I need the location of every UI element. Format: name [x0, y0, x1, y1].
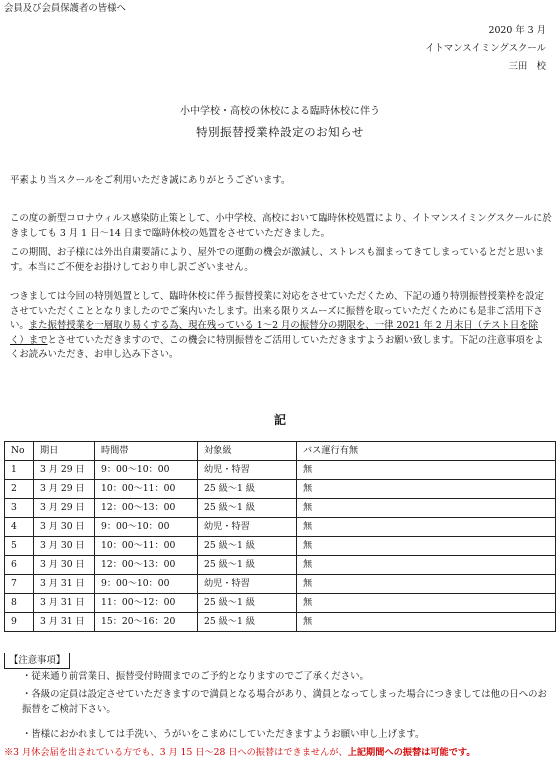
- cell-time: 11：00～12：00: [95, 594, 198, 613]
- cell-bus: 無: [297, 480, 556, 499]
- covid-paragraph: この度の新型コロナウィルス感染防止策として、小中学校、高校において臨時休校処置により、イトマンスイミングスクールに於きましても 3 月 1 日～14 日まで臨時休校の処置をさせていただきました。: [10, 213, 552, 239]
- cell-class: 25 級～1 級: [198, 613, 297, 632]
- cell-date: 3 月 31 日: [34, 613, 95, 632]
- cell-date: 3 月 31 日: [34, 575, 95, 594]
- cell-class: 幼児・特習: [198, 518, 297, 537]
- table-row: [5, 575, 556, 594]
- warning-text: ※3 月休会届を出されている方でも、3 月 15 日～28 日への振替はできませんが、: [4, 747, 348, 758]
- ki-heading: 記: [273, 413, 286, 427]
- branch-name: 三田 校: [508, 61, 546, 72]
- table-row: [5, 499, 556, 518]
- cell-class: 25 級～1 級: [198, 537, 297, 556]
- cell-time: 12：00～13：00: [95, 499, 198, 518]
- note-item: ・各級の定員は設定させていただきますので満員となる場合があり、満員となってしまった場合につきましては他の日へのお振替をご検討下さい。: [22, 689, 547, 715]
- cell-no: 8: [5, 594, 34, 613]
- cell-bus: 無: [297, 613, 556, 632]
- table-row: [5, 613, 556, 632]
- cell-no: 5: [5, 537, 34, 556]
- cell-bus: 無: [297, 575, 556, 594]
- cell-time: 12：00～13：00: [95, 556, 198, 575]
- schedule-table: [4, 441, 556, 632]
- header-bus: バス運行有無: [297, 442, 556, 461]
- cell-no: 1: [5, 461, 34, 480]
- warning-emphasis: 上記期間への振替は可能です。: [347, 747, 476, 758]
- cell-time: 9：00～10：00: [95, 575, 198, 594]
- cell-no: 2: [5, 480, 34, 499]
- cell-bus: 無: [297, 461, 556, 480]
- notes-title: 【注意事項】: [4, 653, 70, 669]
- cell-class: 25 級～1 級: [198, 499, 297, 518]
- note-item: ・皆様におかれましては手洗い、うがいをこまめにしていただきますようお願い申し上げます。: [22, 729, 425, 740]
- cell-bus: 無: [297, 556, 556, 575]
- header-no: No: [5, 442, 34, 461]
- cell-no: 9: [5, 613, 34, 632]
- salutation: 会員及び会員保護者の皆様へ: [4, 3, 126, 14]
- special-text-2: とさせていただきますので、この機会に特別振替をご活用していただきますようお願い致します。下記の注意事項をよくお読みいただき、お申し込み下さい。: [10, 334, 544, 361]
- period-paragraph: この期間、お子様には外出自粛要請により、屋外での運動の機会が激減し、ストレスも溜まってきてしまっているとだと思います。本当にご不便をお掛けしており申し訳ございません。: [10, 247, 545, 273]
- cell-bus: 無: [297, 518, 556, 537]
- table-header-row: [5, 442, 556, 461]
- cell-date: 3 月 31 日: [34, 594, 95, 613]
- cell-date: 3 月 30 日: [34, 556, 95, 575]
- cell-time: 9：00～10：00: [95, 461, 198, 480]
- cell-class: 幼児・特習: [198, 461, 297, 480]
- cell-class: 25 級～1 級: [198, 480, 297, 499]
- cell-class: 25 級～1 級: [198, 556, 297, 575]
- notice-title: 特別振替授業枠設定のお知らせ: [196, 125, 364, 139]
- greeting-paragraph: 平素より当スクールをご利用いただき誠にありがとうございます。: [10, 175, 291, 186]
- cell-date: 3 月 29 日: [34, 499, 95, 518]
- organization-name: イトマンスイミングスクール: [425, 43, 546, 54]
- cell-bus: 無: [297, 594, 556, 613]
- notes-section: [4, 653, 556, 669]
- issue-date: 2020 年 3 月: [488, 25, 546, 36]
- cell-class: 25 級～1 級: [198, 594, 297, 613]
- special-text-1: つきましては今回の特別処置として、臨時休校に伴う振替授業に対応をさせていただくため、下記の通り特別振替授業枠を設定させていただくこととなりましたのでご案内いたします。出来る限りスムーズに振替を取っていただくためにも是非ご活用下さい。: [10, 291, 544, 332]
- header-time: 時間帯: [95, 442, 198, 461]
- header-class: 対象級: [198, 442, 297, 461]
- table-row: [5, 537, 556, 556]
- special-measure-paragraph: [10, 290, 552, 363]
- table-row: [5, 556, 556, 575]
- cell-date: 3 月 29 日: [34, 461, 95, 480]
- special-text-underlined: また振替授業を一層取り易くする為、現在残っている 1～2 月の振替分の期限を、一律 2021 年 2 月末日（テスト日を除く）まで: [10, 320, 539, 346]
- cell-time: 10：00～11：00: [95, 537, 198, 556]
- cell-time: 15：20～16：20: [95, 613, 198, 632]
- header-date: 期日: [34, 442, 95, 461]
- cell-no: 6: [5, 556, 34, 575]
- cell-bus: 無: [297, 537, 556, 556]
- table-row: [5, 518, 556, 537]
- cell-time: 9：00～10：00: [95, 518, 198, 537]
- cell-date: 3 月 30 日: [34, 537, 95, 556]
- notice-subtitle: 小中学校・高校の休校による臨時休校に伴う: [180, 106, 380, 117]
- table-row: [5, 480, 556, 499]
- cell-no: 3: [5, 499, 34, 518]
- table-row: [5, 594, 556, 613]
- warning-note: [4, 746, 476, 760]
- table-row: [5, 461, 556, 480]
- cell-date: 3 月 29 日: [34, 480, 95, 499]
- cell-time: 10：00～11：00: [95, 480, 198, 499]
- cell-class: 幼児・特習: [198, 575, 297, 594]
- cell-no: 4: [5, 518, 34, 537]
- cell-date: 3 月 30 日: [34, 518, 95, 537]
- cell-no: 7: [5, 575, 34, 594]
- note-item: ・従来通り前営業日、振替受付時間までのご予約となりますのでご了承ください。: [22, 671, 369, 682]
- cell-bus: 無: [297, 499, 556, 518]
